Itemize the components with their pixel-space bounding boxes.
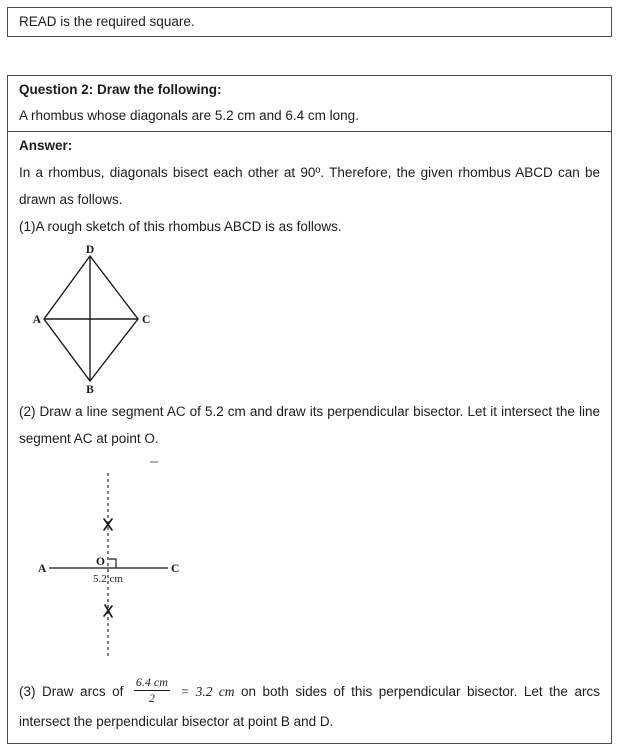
- vertex-label-d: D: [85, 244, 95, 256]
- question-title: Question 2: Draw the following:: [19, 82, 222, 97]
- top-note-text: READ is the required square.: [19, 14, 195, 29]
- question-answer-box: [7, 75, 612, 744]
- step3-prefix: (3) Draw arcs of: [19, 684, 124, 700]
- question-section: [8, 76, 611, 132]
- answer-step-2: (2) Draw a line segment AC of 5.2 cm and draw its perpendicular bisector. Let it intersect the line segment AC at point O.: [19, 404, 600, 446]
- document-page: [0, 7, 619, 755]
- answer-intro: In a rhombus, diagonals bisect each other at 90º. Therefore, the given rhombus ABCD can be drawn as follows.: [19, 165, 600, 207]
- fraction-numerator: 6.4 cm: [135, 675, 168, 689]
- vertex-label-a: A: [33, 314, 41, 326]
- rhombus-sketch-figure: [33, 244, 183, 396]
- answer-label: Answer:: [19, 138, 73, 153]
- point-label-o: O: [96, 556, 105, 568]
- answer-step-1: (1)A rough sketch of this rhombus ABCD is as follows.: [19, 219, 342, 234]
- vertex-label-c: C: [142, 314, 151, 326]
- point-label-c: C: [171, 563, 180, 575]
- top-note-box: [7, 7, 612, 37]
- perpendicular-bisector-figure: [35, 458, 225, 663]
- answer-step-3: [19, 677, 600, 735]
- segment-length-label: 5.2 cm: [93, 573, 123, 585]
- answer-section: [8, 132, 611, 743]
- point-label-a: A: [38, 563, 47, 575]
- step3-suffix: on both sides of this perpendicular bisector. Let the arcs intersect the perpendicular bisector at point B and D.: [19, 684, 600, 729]
- fraction-6-4-cm-over-2: [134, 675, 170, 706]
- right-angle-mark: [109, 559, 116, 568]
- step3-result: = 3.2 cm: [180, 684, 235, 700]
- vertex-label-b: B: [86, 384, 94, 396]
- fraction-denominator: 2: [134, 690, 170, 706]
- question-body: A rhombus whose diagonals are 5.2 cm and 6.4 cm long.: [19, 108, 359, 123]
